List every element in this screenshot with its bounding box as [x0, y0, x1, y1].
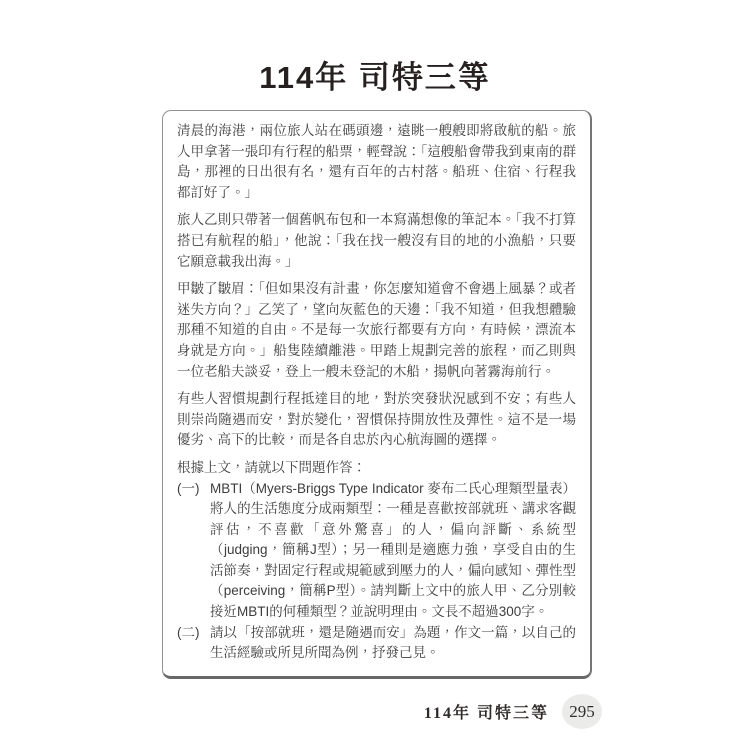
question-text-1: MBTI（Myers-Briggs Type Indicator 麥布二氏心理類型量表）將人的生活態度分成兩類型：一種是喜歡按部就班、講求客觀評估，不喜歡「意外驚喜」的人，偏向評斷、系統型（judging，簡稱J型）；另一種則是適應力強，享受自由的生活節奏，對固定行程或規範感到壓力的人，偏向感知、彈性型（perceiving，簡稱P型）。請判斷上文中的旅人甲、乙分別較接近MBTI的何種類型？並說明理由。文長不超過300字。 [210, 480, 576, 620]
question-item-2 [177, 623, 576, 664]
passage-paragraph-4: 有些人習慣規劃行程抵達目的地，對於突發狀況感到不安；有些人則崇尚隨遇而安，對於變化，習慣保持開放性及彈性。這不是一場優劣、高下的比較，而是各自忠於內心航海圖的選擇。 [177, 391, 576, 448]
question-prompt: 根據上文，請就以下問題作答： [177, 459, 366, 475]
question-item-1 [177, 479, 576, 623]
footer-exam-label: 114年 司特三等 [423, 705, 549, 722]
passage-box [162, 110, 592, 679]
passage-paragraph-1: 清晨的海港，兩位旅人站在碼頭邊，遠眺一艘艘即將啟航的船。旅人甲拿著一張印有行程的船票，輕聲說：「這艘船會帶我到東南的群島，那裡的日出很有名，還有百年的古村落。船班、住宿、行程我都訂好了。」 [177, 123, 576, 200]
passage-paragraph-3: 甲皺了皺眉：「但如果沒有計畫，你怎麼知道會不會遇上風暴？或者迷失方向？」乙笑了，望向灰藍色的天邊：「我不知道，但我想體驗那種不知道的自由。不是每一次旅行都要有方向，有時候，漂流本身就是方向。」船隻陸續離港。甲踏上規劃完善的旅程，而乙則與一位老船夫談妥，登上一艘未登記的木船，揚帆向著霧海前行。 [177, 281, 576, 379]
question-marker-2: (二) [177, 624, 200, 640]
question-marker-1: (一) [177, 480, 200, 496]
passage-paragraph-2: 旅人乙則只帶著一個舊帆布包和一本寫滿想像的筆記本。「我不打算搭已有航程的船」，他說：「我在找一艘沒有目的地的小漁船，只要它願意載我出海。」 [177, 212, 576, 269]
page-title: 114年 司特三等 [259, 60, 491, 95]
question-text-2: 請以「按部就班，還是隨遇而安」為題，作文一篇，以自己的生活經驗或所見所聞為例，抒發己見。 [210, 624, 576, 661]
page-footer [424, 694, 602, 729]
page-number-badge: 295 [562, 694, 602, 729]
